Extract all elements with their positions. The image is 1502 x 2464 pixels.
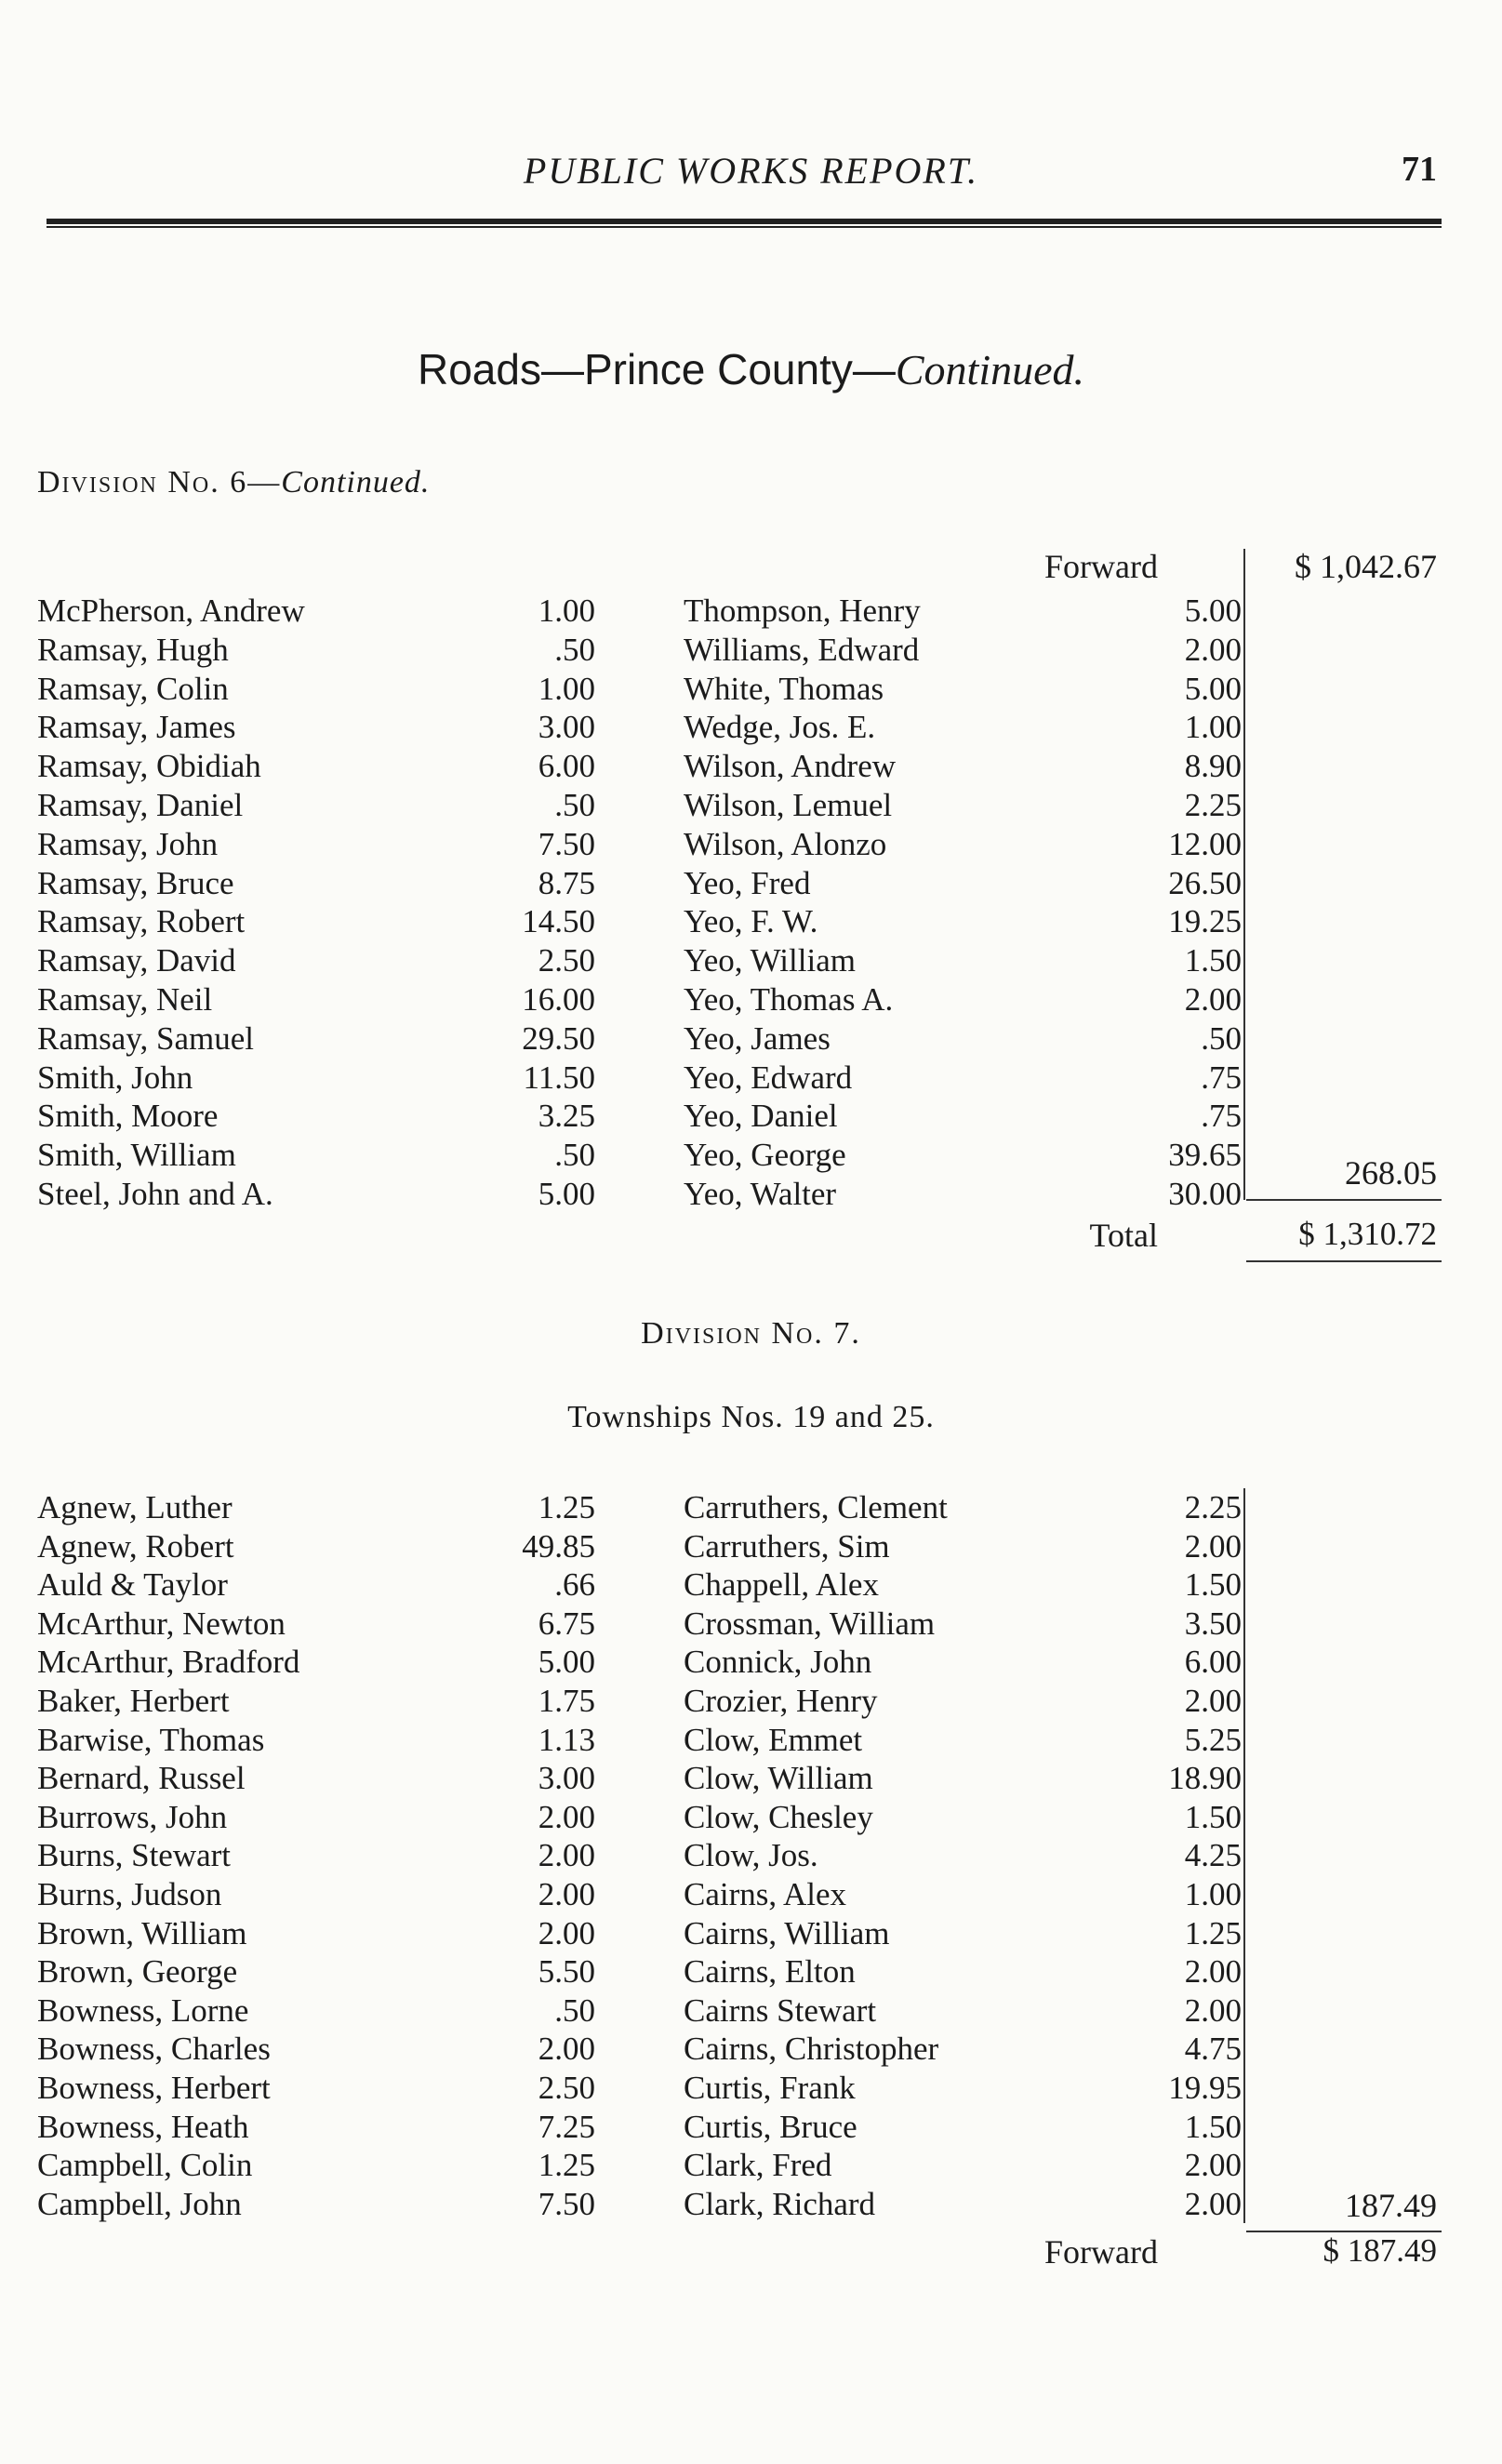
table-row <box>0 1019 1502 1059</box>
entry-name: Bowness, Herbert <box>37 2070 271 2106</box>
running-title: PUBLIC WORKS REPORT. <box>523 150 979 192</box>
entry-name: Brown, George <box>37 1953 238 1991</box>
column-rule-div7 <box>1243 1488 1245 2223</box>
table-row <box>0 2185 1502 2224</box>
entry-amount: 2.50 <box>538 2070 595 2106</box>
entry-name: Yeo, George <box>684 1137 846 1174</box>
entry-name: Yeo, James <box>684 1019 831 1057</box>
entry-name: Chappell, Alex <box>684 1566 879 1604</box>
entry-name: Clow, William <box>684 1760 873 1797</box>
entry-amount: 5.50 <box>538 1953 595 1991</box>
entry-name: Bowness, Heath <box>37 2108 249 2145</box>
entry-amount: .75 <box>1201 1098 1242 1135</box>
entry-name: Smith, John <box>37 1059 193 1096</box>
entry-amount: 49.85 <box>522 1527 595 1565</box>
entry-amount: 5.00 <box>1184 593 1242 629</box>
entry-amount: 1.13 <box>538 1721 595 1758</box>
total-rule-div6 <box>1246 1260 1442 1262</box>
entry-amount: 7.25 <box>538 2108 595 2145</box>
entry-amount: 2.00 <box>1184 1683 1242 1719</box>
total-amount-div6: $ 1,310.72 <box>1298 1216 1437 1252</box>
table-row <box>0 1097 1502 1136</box>
entry-name: Thompson, Henry <box>684 593 921 629</box>
entry-name: Carruthers, Sim <box>684 1527 890 1565</box>
entry-name: Clark, Fred <box>684 2147 832 2184</box>
table-row <box>0 1488 1502 1527</box>
table-row <box>0 1991 1502 2031</box>
entry-amount: 1.75 <box>538 1683 595 1719</box>
title-main: Roads—Prince County— <box>417 345 896 393</box>
entry-amount: 1.00 <box>538 593 595 629</box>
entry-name: Clow, Jos. <box>684 1837 818 1874</box>
entry-amount: 3.00 <box>538 709 595 746</box>
entry-amount: 26.50 <box>1168 864 1242 901</box>
townships-subheading: Townships Nos. 19 and 25. <box>567 1400 935 1434</box>
entry-name: Wedge, Jos. E. <box>684 709 876 746</box>
entry-name: Crozier, Henry <box>684 1683 878 1719</box>
entry-name: Wilson, Alonzo <box>684 825 887 862</box>
table-row <box>0 2108 1502 2147</box>
entry-name: Bernard, Russel <box>37 1760 246 1797</box>
entry-amount: 8.75 <box>538 864 595 901</box>
entry-name: Campbell, John <box>37 2185 242 2222</box>
entry-amount: 2.00 <box>1184 981 1242 1018</box>
entry-amount: 2.25 <box>1184 787 1242 823</box>
entry-name: Clow, Emmet <box>684 1721 863 1758</box>
entry-amount: .50 <box>554 1137 595 1174</box>
entry-name: Barwise, Thomas <box>37 1721 265 1758</box>
entry-name: Bowness, Charles <box>37 2031 271 2068</box>
entry-name: Agnew, Robert <box>37 1527 234 1565</box>
column-rule-div6 <box>1243 549 1245 1200</box>
entry-name: Auld & Taylor <box>37 1566 228 1604</box>
table-row <box>0 1059 1502 1098</box>
entry-amount: 6.00 <box>538 748 595 785</box>
entry-amount: .75 <box>1201 1059 1242 1096</box>
entry-amount: 2.00 <box>1184 1527 1242 1565</box>
entry-amount: .50 <box>554 1991 595 2029</box>
subtotal-div7: 187.49 <box>1345 2187 1437 2224</box>
total-label-div6: Total <box>1089 1217 1158 1254</box>
table-row <box>0 902 1502 941</box>
entry-amount: 1.50 <box>1184 1566 1242 1604</box>
entry-amount: 1.00 <box>1184 709 1242 746</box>
table-row <box>0 1643 1502 1682</box>
entry-amount: 18.90 <box>1168 1760 1242 1797</box>
entry-name: Yeo, William <box>684 942 856 979</box>
entry-amount: 1.00 <box>1184 1876 1242 1912</box>
entry-name: Baker, Herbert <box>37 1683 230 1719</box>
entry-name: Ramsay, James <box>37 709 236 746</box>
entry-amount: 7.50 <box>538 825 595 862</box>
entry-name: Yeo, F. W. <box>684 903 818 940</box>
entry-name: Wilson, Lemuel <box>684 787 893 823</box>
subtotal-rule-div6 <box>1246 1199 1442 1201</box>
entry-amount: 1.50 <box>1184 942 1242 979</box>
forward-amount-div6: $ 1,042.67 <box>1295 548 1437 585</box>
table-row <box>0 1875 1502 1914</box>
entry-name: Clow, Chesley <box>684 1798 873 1835</box>
table-row <box>0 592 1502 631</box>
table-row <box>0 1952 1502 1991</box>
table-row <box>0 1605 1502 1644</box>
entry-amount: 12.00 <box>1168 825 1242 862</box>
entry-name: Ramsay, Hugh <box>37 631 229 668</box>
entry-name: Curtis, Bruce <box>684 2108 857 2145</box>
entry-name: White, Thomas <box>684 670 884 707</box>
forward-amount-div7: $ 187.49 <box>1323 2232 1437 2269</box>
entry-amount: 2.00 <box>1184 631 1242 668</box>
entry-amount: 39.65 <box>1168 1137 1242 1174</box>
division-6-continued: Continued. <box>281 465 431 499</box>
entry-name: Smith, William <box>37 1137 236 1174</box>
entry-name: McArthur, Bradford <box>37 1644 300 1681</box>
entry-name: McArthur, Newton <box>37 1605 286 1642</box>
header-rule-thin <box>47 226 1442 228</box>
entry-name: Ramsay, Robert <box>37 903 246 940</box>
entry-name: Burrows, John <box>37 1798 228 1835</box>
table-row <box>0 2146 1502 2185</box>
entry-amount: 1.50 <box>1184 1798 1242 1835</box>
entry-amount: 8.90 <box>1184 748 1242 785</box>
entry-name: Yeo, Walter <box>684 1176 837 1212</box>
entry-amount: .50 <box>554 787 595 823</box>
header-rule <box>47 219 1442 224</box>
entry-amount: 5.00 <box>538 1644 595 1681</box>
entry-name: Cairns, Elton <box>684 1953 856 1991</box>
entry-name: Williams, Edward <box>684 631 920 668</box>
table-row <box>0 980 1502 1019</box>
title-continued: Continued. <box>895 346 1085 393</box>
entry-name: Carruthers, Clement <box>684 1489 948 1525</box>
entry-amount: 5.25 <box>1184 1721 1242 1758</box>
table-row <box>0 941 1502 980</box>
entry-name: Ramsay, Bruce <box>37 864 234 901</box>
division-6-heading <box>37 465 430 500</box>
table-row <box>0 747 1502 786</box>
entry-amount: 6.75 <box>538 1605 595 1642</box>
entry-amount: 30.00 <box>1168 1176 1242 1212</box>
entry-name: Yeo, Fred <box>684 864 811 901</box>
page-title <box>0 344 1502 394</box>
entry-amount: 1.25 <box>1184 1914 1242 1951</box>
table-row <box>0 825 1502 864</box>
entry-name: Campbell, Colin <box>37 2147 253 2184</box>
table-row <box>0 786 1502 825</box>
entry-amount: 2.25 <box>1184 1489 1242 1525</box>
entry-name: Connick, John <box>684 1644 872 1681</box>
entry-name: Brown, William <box>37 1914 247 1951</box>
entry-name: Wilson, Andrew <box>684 748 897 785</box>
entry-amount: .50 <box>554 631 595 668</box>
entry-name: Cairns, William <box>684 1914 890 1951</box>
entry-amount: .50 <box>1201 1019 1242 1057</box>
table-row <box>0 1682 1502 1721</box>
table-row <box>0 2030 1502 2069</box>
entry-amount: .66 <box>554 1566 595 1604</box>
entry-amount: 1.25 <box>538 2147 595 2184</box>
entry-amount: 2.00 <box>1184 1953 1242 1991</box>
entry-name: Agnew, Luther <box>37 1489 233 1525</box>
entry-name: Ramsay, Colin <box>37 670 229 707</box>
entry-name: Cairns, Alex <box>684 1876 846 1912</box>
table-row <box>0 631 1502 670</box>
entry-amount: 1.50 <box>1184 2108 1242 2145</box>
table-row <box>0 1527 1502 1566</box>
division-6-heading-text: Division No. 6— <box>37 465 282 499</box>
entry-amount: 29.50 <box>522 1019 595 1057</box>
entry-name: Ramsay, David <box>37 942 236 979</box>
table-row <box>0 1175 1502 1214</box>
entry-amount: 2.00 <box>538 1837 595 1874</box>
entry-amount: 2.00 <box>1184 2185 1242 2222</box>
entry-amount: 1.25 <box>538 1489 595 1525</box>
division-7-heading: Division No. 7. <box>641 1316 861 1351</box>
entry-name: Yeo, Edward <box>684 1059 853 1096</box>
entry-name: Ramsay, John <box>37 825 219 862</box>
entry-amount: 19.95 <box>1168 2070 1242 2106</box>
entry-amount: 4.75 <box>1184 2031 1242 2068</box>
entry-name: Bowness, Lorne <box>37 1991 249 2029</box>
entry-amount: 11.50 <box>523 1059 595 1096</box>
entry-amount: 1.00 <box>538 670 595 707</box>
table-row <box>0 1759 1502 1798</box>
entry-amount: 19.25 <box>1168 903 1242 940</box>
entry-name: Clark, Richard <box>684 2185 876 2222</box>
entry-amount: 2.50 <box>538 942 595 979</box>
entry-name: Ramsay, Obidiah <box>37 748 261 785</box>
entry-name: Burns, Judson <box>37 1876 222 1912</box>
entry-amount: 2.00 <box>538 1914 595 1951</box>
entry-amount: 2.00 <box>538 1798 595 1835</box>
table-row <box>0 1565 1502 1605</box>
entry-name: Smith, Moore <box>37 1098 219 1135</box>
forward-label-div7: Forward <box>1044 2233 1158 2271</box>
table-row <box>0 1914 1502 1953</box>
subtotal-div6: 268.05 <box>1345 1154 1437 1192</box>
table-row <box>0 708 1502 747</box>
entry-amount: 6.00 <box>1184 1644 1242 1681</box>
entry-amount: 2.00 <box>538 2031 595 2068</box>
table-row <box>0 864 1502 903</box>
table-row <box>0 670 1502 709</box>
entry-name: Crossman, William <box>684 1605 936 1642</box>
entry-amount: 2.00 <box>1184 1991 1242 2029</box>
entry-name: McPherson, Andrew <box>37 593 305 629</box>
entry-name: Yeo, Thomas A. <box>684 981 894 1018</box>
entry-amount: 3.25 <box>538 1098 595 1135</box>
table-row <box>0 1136 1502 1175</box>
table-row <box>0 2069 1502 2108</box>
entry-name: Burns, Stewart <box>37 1837 232 1874</box>
page-number: 71 <box>1402 150 1437 189</box>
entry-amount: 14.50 <box>522 903 595 940</box>
entry-name: Ramsay, Samuel <box>37 1019 254 1057</box>
entry-amount: 2.00 <box>1184 2147 1242 2184</box>
entry-amount: 3.00 <box>538 1760 595 1797</box>
entry-amount: 7.50 <box>538 2185 595 2222</box>
entry-amount: 5.00 <box>538 1176 595 1212</box>
entry-name: Ramsay, Neil <box>37 981 213 1018</box>
entry-name: Curtis, Frank <box>684 2070 856 2106</box>
entry-name: Cairns Stewart <box>684 1991 877 2029</box>
entry-amount: 3.50 <box>1184 1605 1242 1642</box>
entry-amount: 5.00 <box>1184 670 1242 707</box>
table-row <box>0 1798 1502 1837</box>
entry-name: Cairns, Christopher <box>684 2031 939 2068</box>
entry-name: Steel, John and A. <box>37 1176 273 1212</box>
entry-name: Yeo, Daniel <box>684 1098 838 1135</box>
table-row <box>0 1836 1502 1875</box>
entry-amount: 4.25 <box>1184 1837 1242 1874</box>
entry-name: Ramsay, Daniel <box>37 787 244 823</box>
forward-label-div6: Forward <box>1044 548 1158 585</box>
entry-amount: 2.00 <box>538 1876 595 1912</box>
table-row <box>0 1721 1502 1760</box>
entry-amount: 16.00 <box>522 981 595 1018</box>
